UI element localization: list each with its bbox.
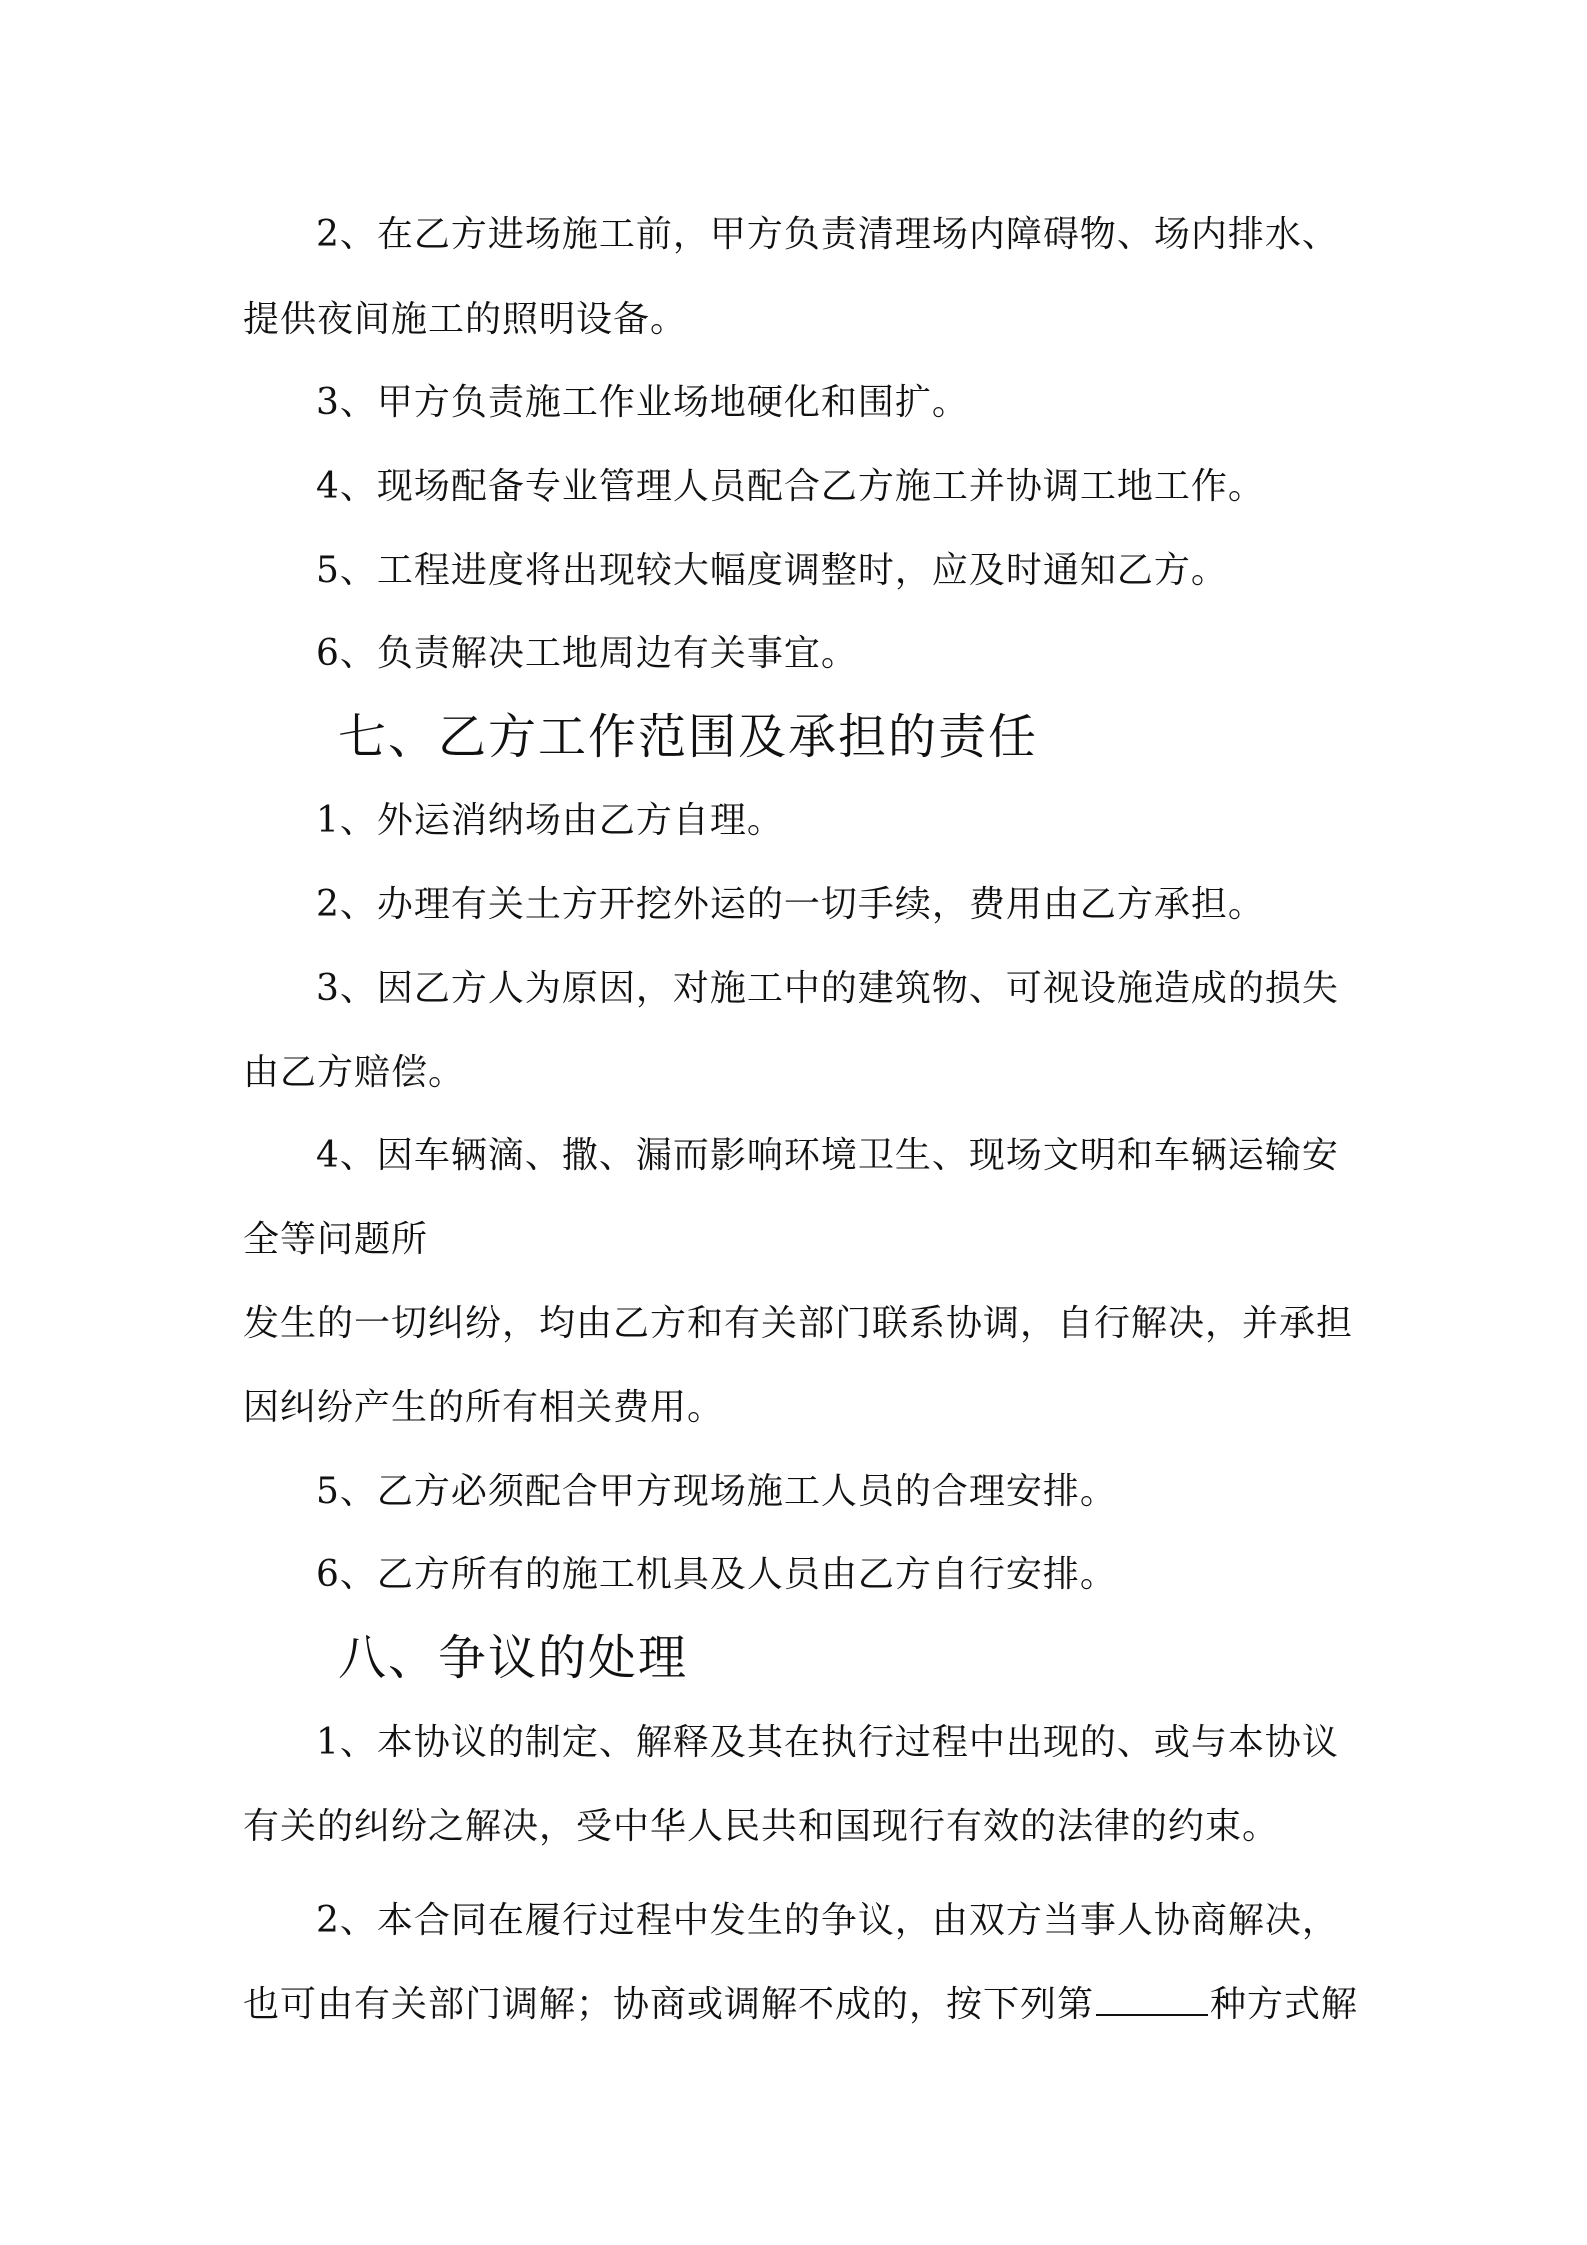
section-8-clause-2-line-2 (243, 1984, 1358, 2025)
section-7-clause-3-line-2: 由乙方赔偿。 (243, 1052, 466, 1093)
section-8-heading: 八、争议的处理 (338, 1630, 689, 1686)
section-8-clause-1-line-1: 1、本协议的制定、解释及其在执行过程中出现的、或与本协议 (316, 1722, 1339, 1763)
clause-5: 5、工程进度将出现较大幅度调整时，应及时通知乙方。 (316, 550, 1228, 591)
section-7-clause-4-line-1: 4、因车辆滴、撒、漏而影响环境卫生、现场文明和车辆运输安 (316, 1135, 1339, 1176)
clause-2-line-1: 2、在乙方进场施工前，甲方负责清理场内障碍物、场内排水、 (316, 214, 1339, 255)
fill-in-blank (1096, 1984, 1208, 2016)
section-7-clause-2: 2、办理有关土方开挖外运的一切手续，费用由乙方承担。 (316, 884, 1265, 925)
section-8-clause-2-line-1: 2、本合同在履行过程中发生的争议，由双方当事人协商解决， (316, 1900, 1339, 1941)
clause-2-line-2: 提供夜间施工的照明设备。 (243, 299, 688, 340)
section-8-clause-2-text-after-blank: 种方式解 (1210, 1984, 1359, 2025)
section-8-clause-2-text-before-blank: 也可由有关部门调解；协商或调解不成的，按下列第 (243, 1984, 1095, 2025)
section-7-clause-6: 6、乙方所有的施工机具及人员由乙方自行安排。 (316, 1554, 1117, 1595)
section-7-heading: 七、乙方工作范围及承担的责任 (338, 709, 1039, 765)
section-7-clause-4-line-4: 因纠纷产生的所有相关费用。 (243, 1387, 725, 1428)
section-7-clause-3-line-1: 3、因乙方人为原因，对施工中的建筑物、可视设施造成的损失 (316, 968, 1339, 1009)
section-7-clause-4-line-2: 全等问题所 (243, 1219, 429, 1260)
section-7-clause-4-line-3: 发生的一切纠纷，均由乙方和有关部门联系协调，自行解决，并承担 (243, 1303, 1354, 1344)
section-7-clause-1: 1、外运消纳场由乙方自理。 (316, 800, 784, 841)
clause-3: 3、甲方负责施工作业场地硬化和围扩。 (316, 382, 969, 423)
section-7-clause-5: 5、乙方必须配合甲方现场施工人员的合理安排。 (316, 1471, 1117, 1512)
section-8-clause-1-line-2: 有关的纠纷之解决，受中华人民共和国现行有效的法律的约束。 (243, 1806, 1280, 1847)
clause-4: 4、现场配备专业管理人员配合乙方施工并协调工地工作。 (316, 466, 1265, 507)
clause-6: 6、负责解决工地周边有关事宜。 (316, 633, 858, 674)
